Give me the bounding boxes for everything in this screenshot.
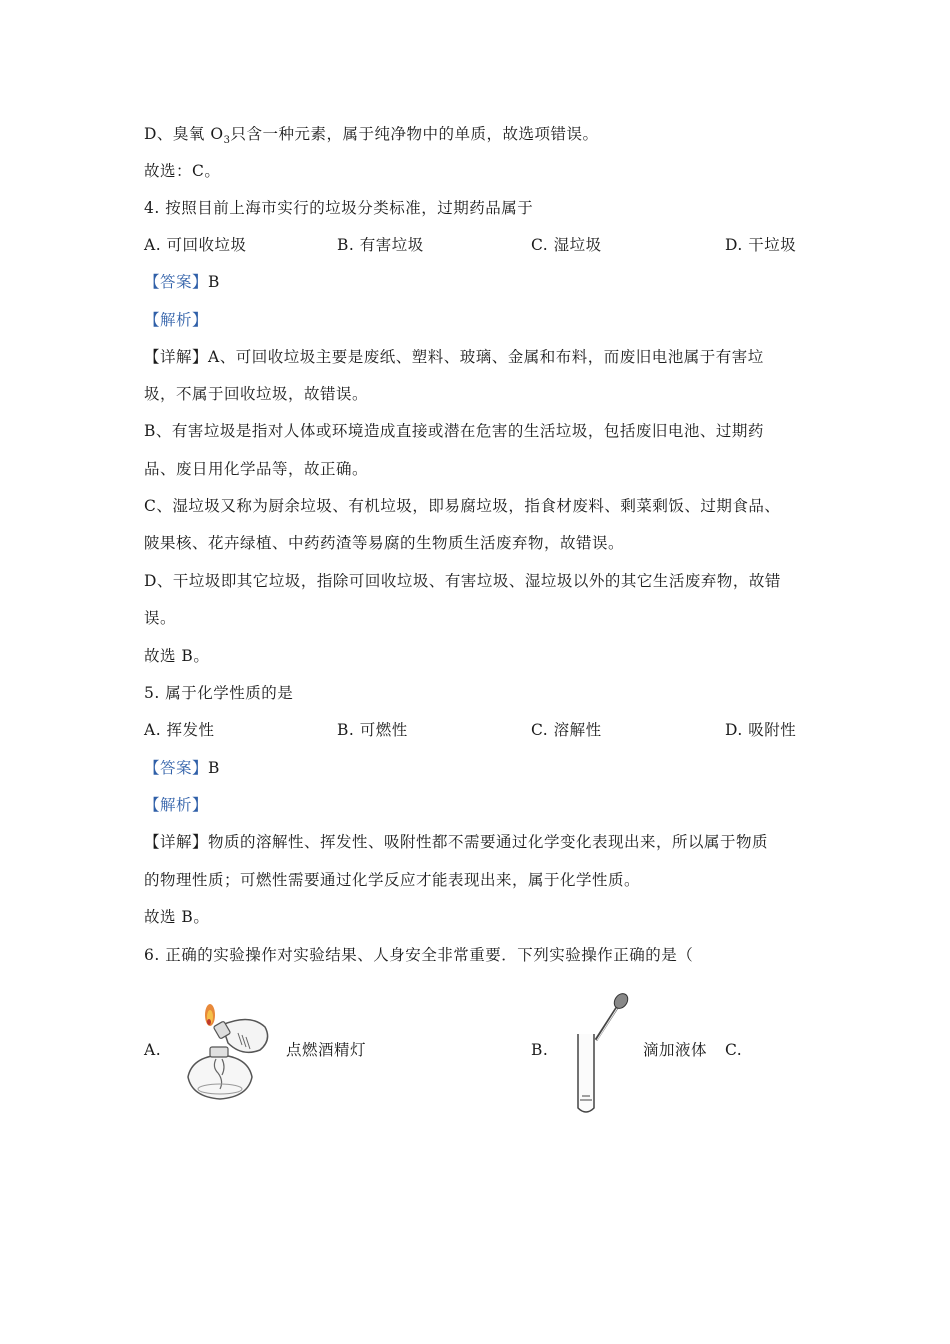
q4-option-c: C. 湿垃圾 [531,236,602,254]
alcohol-lamp-icon [180,995,285,1107]
q5-detail-1: 【详解】物质的溶解性、挥发性、吸附性都不需要通过化学变化表现出来，所以属于物质 [144,833,769,851]
line-d-ozone: D、臭氧 $O_3$只含一种元素，属于纯净物中的单质，故选项错误。 [144,125,599,147]
q4-answer: 【答案】B [144,273,220,291]
q4-detail-d2: 误。 [144,609,177,627]
q4-option-b: B. 有害垃圾 [337,236,424,254]
q5-option-b: B. 可燃性 [337,721,408,739]
q4-option-a: A. 可回收垃圾 [144,236,247,254]
q4-detail-c1: C、湿垃圾又称为厨余垃圾、有机垃圾，即易腐垃圾，指食材废料、剩菜剩饭、过期食品、 [144,497,781,515]
q5-option-d: D. 吸附性 [725,721,797,739]
q4-select: 故选 B。 [144,647,210,665]
q4-detail-a2: 圾，不属于回收垃圾，故错误。 [144,385,369,403]
line-select-c: 故选：C。 [144,162,221,180]
q6-option-a-label: 点燃酒精灯 [286,1041,367,1059]
q4-detail-c2: 陂果核、花卉绿植、中药药渣等易腐的生物质生活废弃物，故错误。 [144,534,625,552]
q5-option-a: A. 挥发性 [144,721,215,739]
q5-option-c: C. 溶解性 [531,721,602,739]
q4-detail-b1: B、有害垃圾是指对人体或环境造成直接或潜在危害的生活垃圾，包括废旧电池、过期药 [144,422,764,440]
q4-detail-d1: D、干垃圾即其它垃圾，指除可回收垃圾、有害垃圾、湿垃圾以外的其它生活废弃物，故错 [144,572,781,590]
q5-detail-2: 的物理性质；可燃性需要通过化学反应才能表现出来，属于化学性质。 [144,871,641,889]
dropper-test-tube-icon [566,990,636,1118]
q4-detail-b2: 品、废日用化学品等，故正确。 [144,460,369,478]
q6-option-a: A. [144,1041,162,1059]
q4-option-d: D. 干垃圾 [725,236,797,254]
q4-detail-a1: 【详解】A、可回收垃圾主要是废纸、塑料、玻璃、金属和布料，而废旧电池属于有害垃 [144,348,764,366]
q5-answer: 【答案】B [144,759,220,777]
question-4: 4. 按照目前上海市实行的垃圾分类标准，过期药品属于 [144,199,534,217]
q6-option-c: C. [725,1041,743,1059]
q4-analysis-tag: 【解析】 [144,311,209,329]
q6-option-b: B. [531,1041,549,1059]
q6-option-b-label: 滴加液体 [643,1041,708,1059]
question-6: 6. 正确的实验操作对实验结果、人身安全非常重要．下列实验操作正确的是（ [144,946,694,964]
q5-analysis-tag: 【解析】 [144,796,209,814]
q5-select: 故选 B。 [144,908,210,926]
question-5: 5. 属于化学性质的是 [144,684,294,702]
